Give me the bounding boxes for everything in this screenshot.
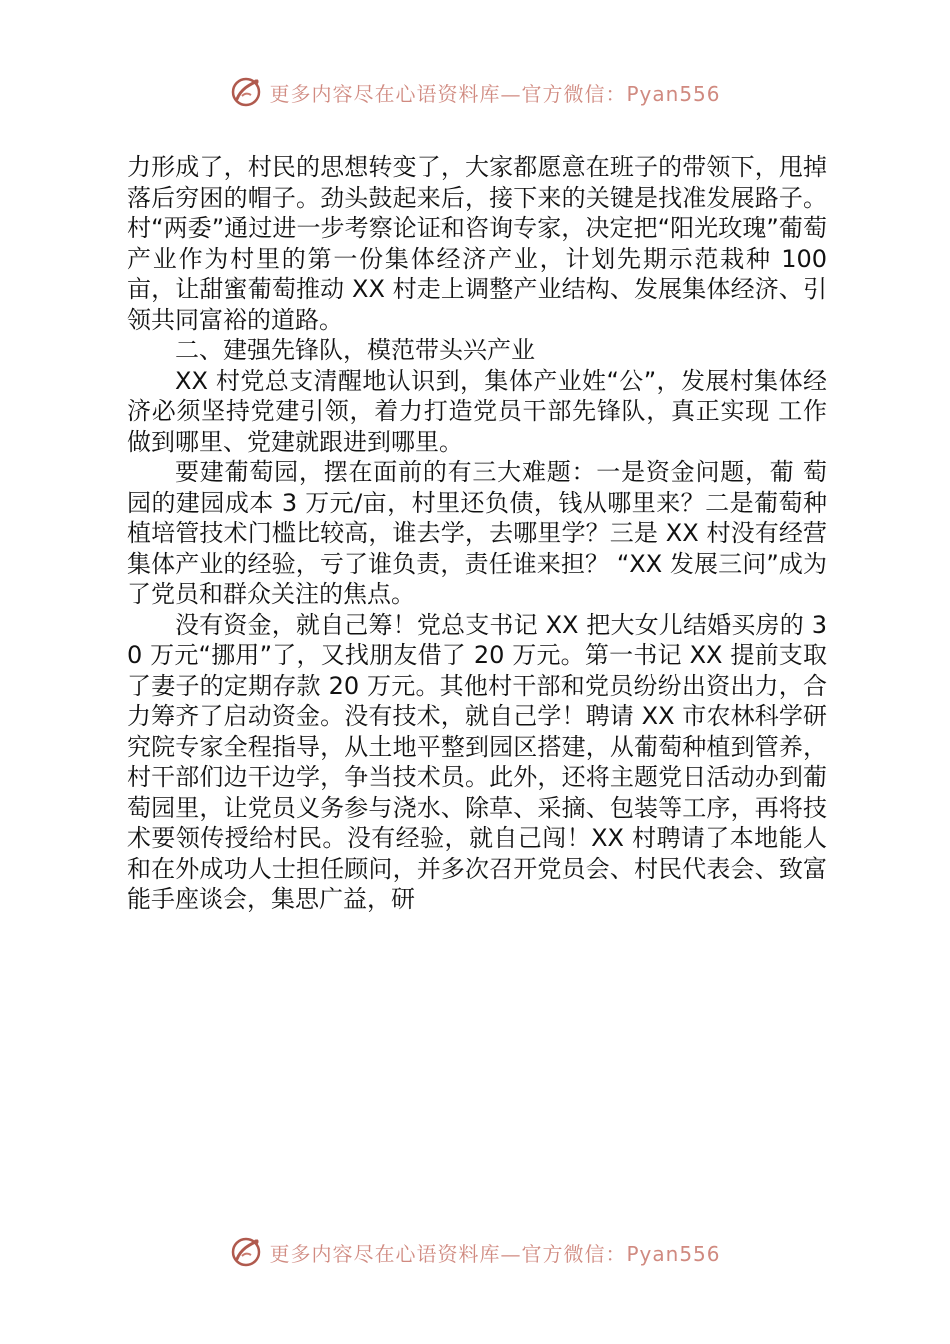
banner-text: 更多内容尽在心语资料库—官方微信：Pyan556: [269, 1241, 721, 1266]
document-body: [127, 152, 827, 915]
wechat-id: Pyan556: [626, 81, 721, 106]
paragraph-2: XX 村党总支清醒地认识到，集体产业姓“公”，发展村集体经济必须坚持党建引领，着力打造党员干部先锋队，真正实现 工作做到哪里、党建就跟进到哪里。: [127, 366, 827, 456]
footer-banner: [0, 1232, 950, 1272]
header-banner: [0, 72, 950, 112]
banner-text: 更多内容尽在心语资料库—官方微信：Pyan556: [269, 81, 721, 106]
logo-icon: [229, 75, 263, 109]
logo-icon: [229, 1235, 263, 1269]
paragraph-4: 没有资金，就自己筹！党总支书记 XX 把大女儿结婚买房的 30 万元“挪用”了，又找朋友借了 20 万元。第一书记 XX 提前支取了妻子的定期存款 20 万元。其他村干部和党员纷纷出资出力，合力筹齐了启动资金。没有技术，就自己学！聘请 XX 市农林科学研究院专家全程指导，从土地平整到园区搭建，从葡萄种植到管养，村干部们边干边学，争当技术员。此外，还将主题党日活动办到葡萄园里，让党员义务参与浇水、除草、采摘、包装等工序，再将技术要领传授给村民。没有经验，就自己闯！XX 村聘请了本地能人和在外成功人士担任顾问，并多次召开党员会、村民代表会、致富能手座谈会，集思广益，研: [127, 610, 827, 913]
paragraph-3: 要建葡萄园，摆在面前的有三大难题：一是资金问题，葡 萄园的建园成本 3 万元/亩，村里还负债，钱从哪里来？二是葡萄种植培管技术门槛比较高，谁去学，去哪里学？三是 XX 村没有经营集体产业的经验，亏了谁负责，责任谁来担？ “XX 发展三问”成为了党员和群众关注的焦点。: [127, 458, 827, 608]
section-heading: 二、建强先锋队，模范带头兴产业: [175, 336, 535, 364]
paragraph-1: 力形成了，村民的思想转变了，大家都愿意在班子的带领下，甩掉落后穷困的帽子。劲头鼓起来后，接下来的关键是找准发展路子。村“两委”通过进一步考察论证和咨询专家，决定把“阳光玫瑰”葡萄产业作为村里的第一份集体经济产业，计划先期示范栽种 100 亩，让甜蜜葡萄推动 XX 村走上调整产业结构、发展集体经济、引领共同富裕的道路。: [127, 153, 827, 334]
wechat-id: Pyan556: [626, 1241, 721, 1266]
